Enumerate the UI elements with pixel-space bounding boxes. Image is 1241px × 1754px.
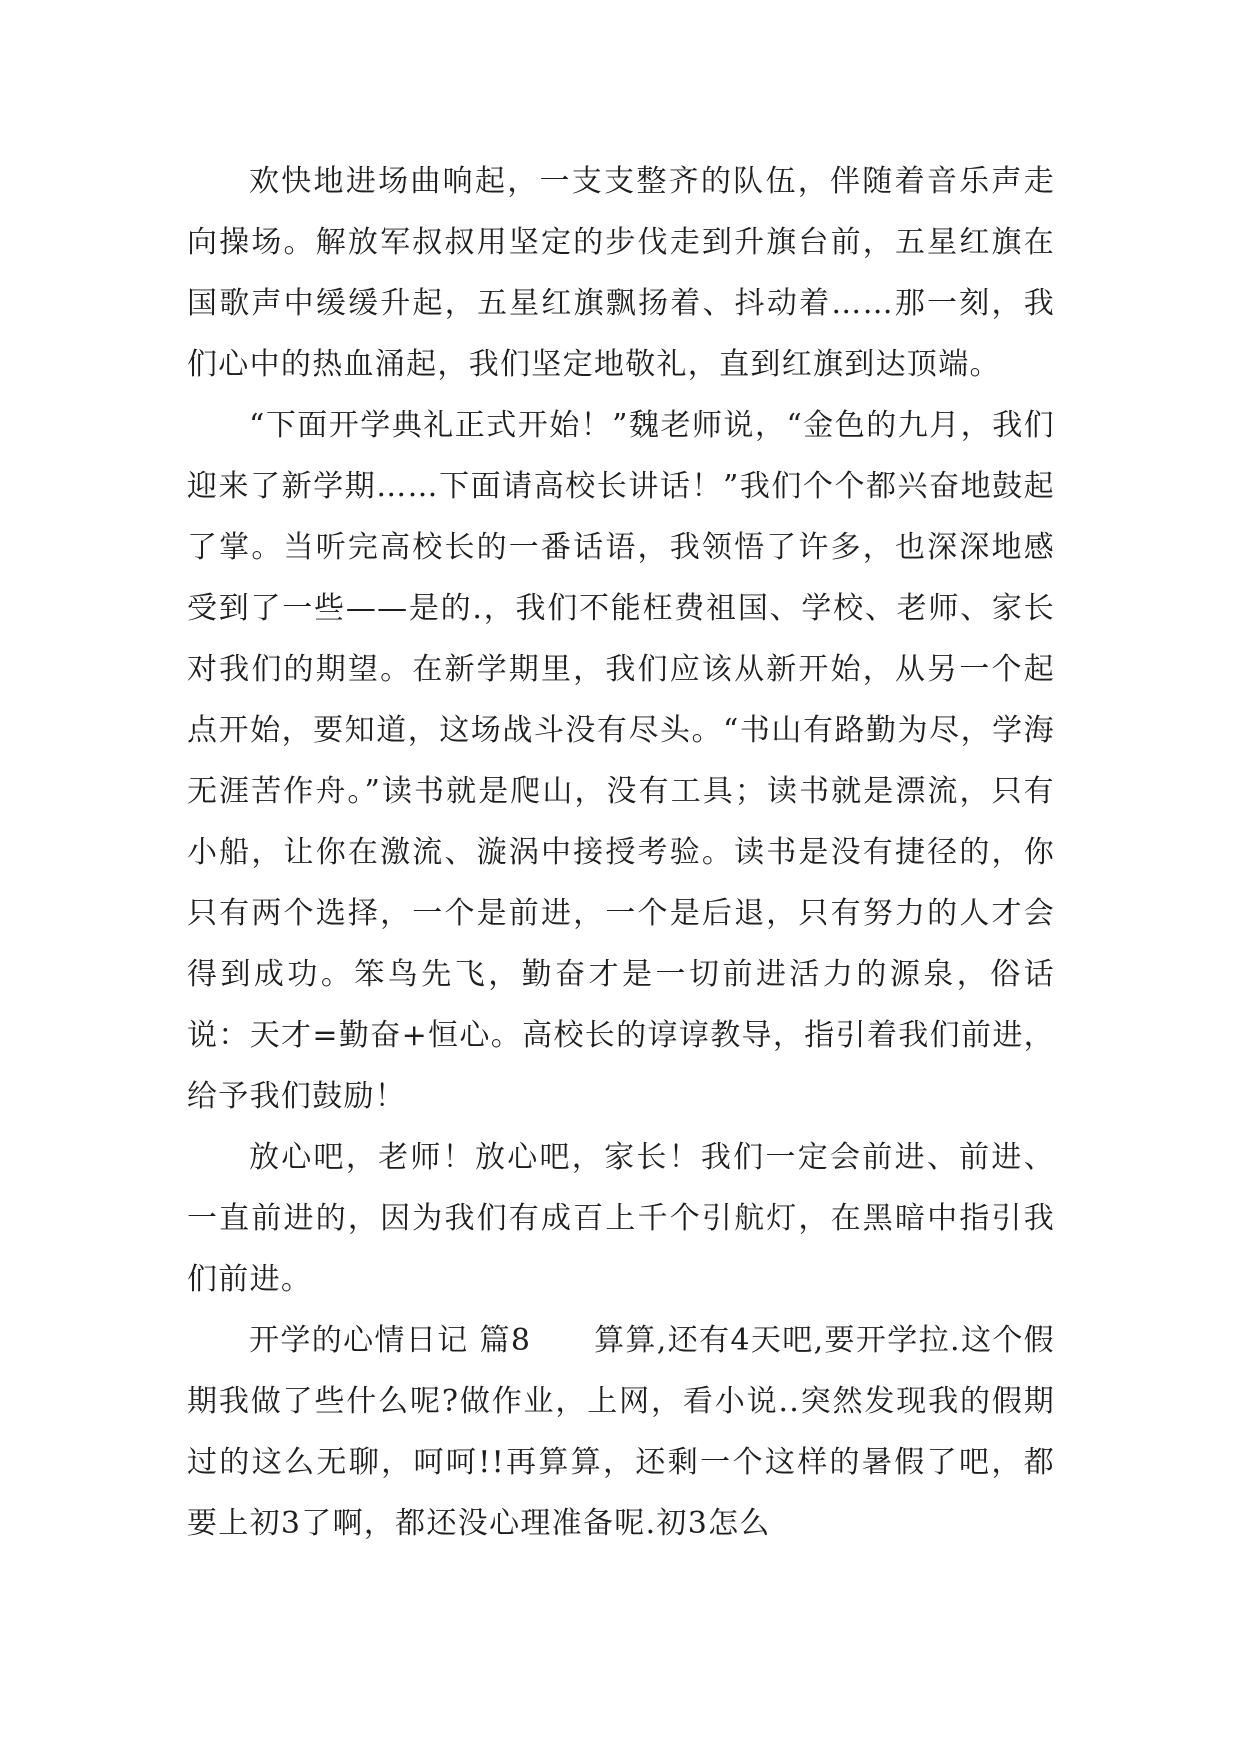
paragraph-diary-entry-8: 开学的心情日记 篇8 算算,还有4天吧,要开学拉.这个假期我做了些什么呢?做作业，上网，看小说..突然发现我的假期过的这么无聊，呵呵!!再算算，还剩一个这样的暑假了吧，都要上初3了啊，都还没心理准备呢.初3怎么 xyxy=(187,1323,1055,1541)
paragraph-ceremony: 欢快地进场曲响起，一支支整齐的队伍，伴随着音乐声走向操场。解放军叔叔用坚定的步伐走到升旗台前，五星红旗在国歌声中缓缓升起，五星红旗飘扬着、抖动着……那一刻，我们心中的热血涌起，我们坚定地敬礼，直到红旗到达顶端。 xyxy=(187,164,1055,382)
paragraph-promise: 放心吧，老师！放心吧，家长！我们一定会前进、前进、一直前进的，因为我们有成百上千个引航灯，在黑暗中指引我们前进。 xyxy=(187,1140,1055,1297)
document-body xyxy=(187,151,1055,1554)
paragraph-principal-speech: “下面开学典礼正式开始！”魏老师说，“金色的九月，我们迎来了新学期……下面请高校长讲话！”我们个个都兴奋地鼓起了掌。当听完高校长的一番话语，我领悟了许多，也深深地感受到了一些——是的.，我们不能枉费祖国、学校、老师、家长对我们的期望。在新学期里，我们应该从新开始，从另一个起点开始，要知道，这场战斗没有尽头。“书山有路勤为尽，学海无涯苦作舟。”读书就是爬山，没有工具；读书就是漂流，只有小船，让你在激流、漩涡中接授考验。读书是没有捷径的，你只有两个选择，一个是前进，一个是后退，只有努力的人才会得到成功。笨鸟先飞，勤奋才是一切前进活力的源泉，俗话说：天才=勤奋+恒心。高校长的谆谆教导，指引着我们前进，给予我们鼓励！ xyxy=(187,408,1055,1114)
